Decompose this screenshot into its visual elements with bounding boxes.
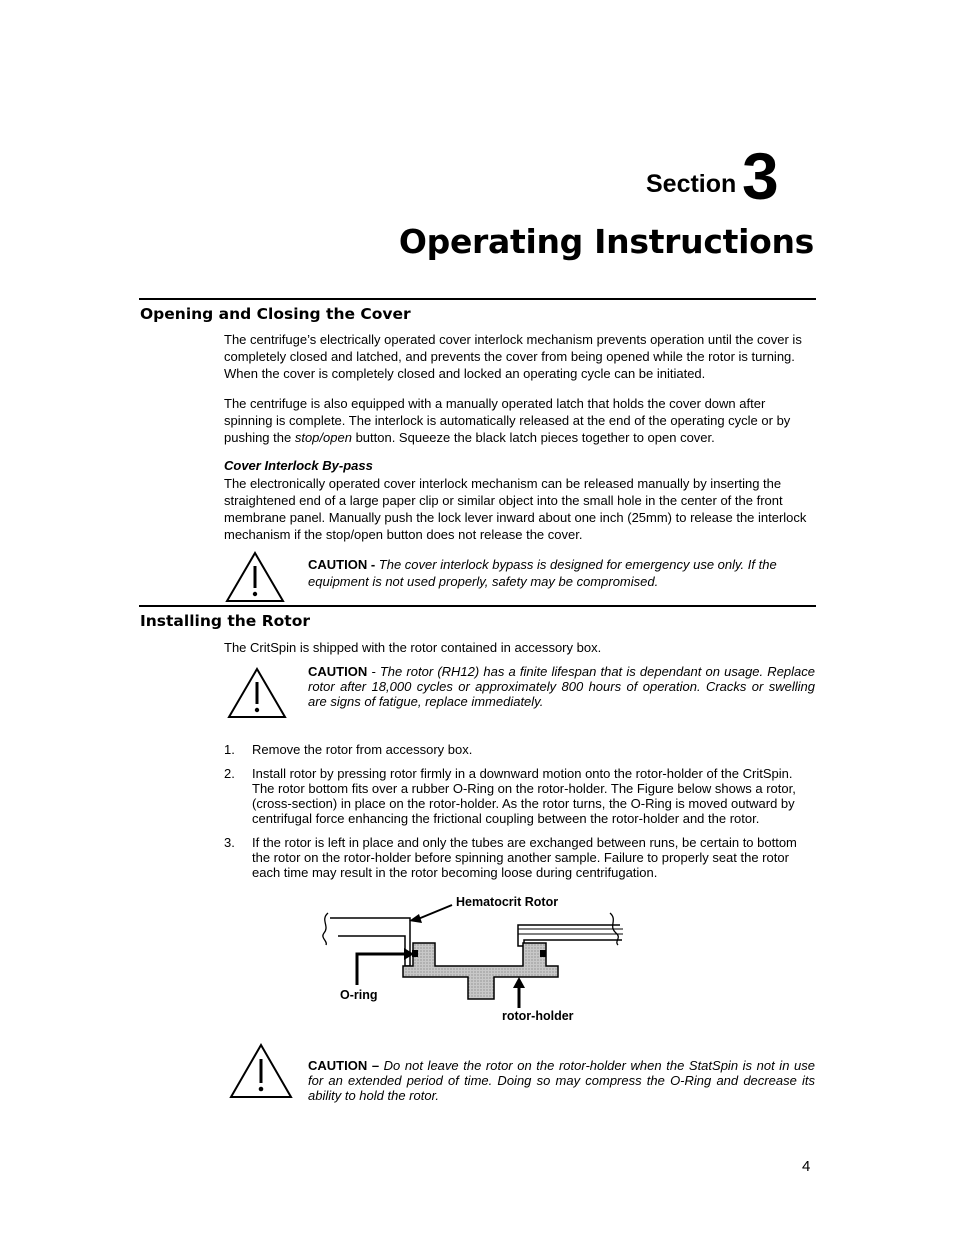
page-number: 4: [802, 1158, 811, 1175]
rotor-break-left: [323, 913, 328, 945]
warning-icon: [226, 667, 288, 719]
rotor-holder-body: [403, 943, 558, 999]
warning-icon: [228, 1043, 290, 1095]
arrowhead-rotor-holder: [513, 977, 525, 988]
arrowhead-rotor: [409, 914, 422, 923]
step-number: 1.: [224, 742, 235, 757]
page-title: Operating Instructions: [398, 222, 814, 261]
subheading-bypass: Cover Interlock By-pass: [224, 458, 373, 473]
step-text: Install rotor by pressing rotor firmly in a downward motion onto the rotor-holder of the CritSpin. The rotor bottom fits over a rubber O-Ring on the rotor-holder. The Figure below shows a rotor, (cross-section) in place on the rotor-holder. As the rotor turns, the O-Ring is moved outward by centrifugal force enhancing the frictional coupling between the rotor-holder and the rotor.: [252, 766, 796, 826]
warning-icon: [224, 551, 286, 603]
leader-rotor: [418, 905, 452, 919]
figure-label-hematocrit-rotor: Hematocrit Rotor: [456, 895, 559, 909]
paragraph-latch: The centrifuge is also equipped with a manually operated latch that holds the cover down after spinning is complete. The interlock is automatically released at the end of the operating cycle or by pushing the stop/open button. Squeeze the black latch pieces together to open cover.: [224, 396, 791, 445]
caution-rotor-lifespan: CAUTION - The rotor (RH12) has a finite lifespan that is dependant on usage. Replace rotor after 18,000 cycles or approximately 800 hours of operation. Cracks or swelling are signs of fatigue, replace immediately.: [308, 664, 815, 709]
step-text: Remove the rotor from accessory box.: [252, 742, 473, 757]
section-divider: [139, 298, 816, 300]
caution-o-ring: CAUTION – Do not leave the rotor on the rotor-holder when the StatSpin is not in use for an extended period of time. Doing so may compress the O-Ring and decrease its ability to hold the rotor.: [308, 1058, 815, 1103]
leader-o-ring: [357, 954, 406, 985]
heading-opening-closing: Opening and Closing the Cover: [140, 305, 411, 323]
step-number: 3.: [224, 835, 235, 850]
heading-installing-rotor: Installing the Rotor: [140, 612, 311, 630]
figure-label-rotor-holder: rotor-holder: [502, 1009, 574, 1023]
paragraph-bypass: The electronically operated cover interlock mechanism can be released manually by inserting the straightened end of a large paper clip or similar object into the small hole in the center of the front membrane panel. Manually push the lock lever inward about one inch (25mm) to release the interlock mechanism if the stop/open button does not release the cover.: [224, 476, 807, 542]
paragraph-rotor-intro: The CritSpin is shipped with the rotor contained in accessory box.: [224, 640, 602, 655]
rotor-right-lines: [518, 929, 623, 934]
caution-bypass: CAUTION - The cover interlock bypass is designed for emergency use only. If the equipment is not used properly, safety may be compromised.: [308, 557, 777, 589]
rotor-left-arm: [330, 918, 410, 966]
section-number: 3: [742, 139, 779, 213]
step-number: 2.: [224, 766, 235, 781]
o-ring-right: [540, 950, 546, 957]
section-divider: [139, 605, 816, 607]
paragraph-interlock: The centrifuge’s electrically operated cover interlock mechanism prevents operation until the cover is completely closed and latched, and prevents the cover from being opened while the rotor is turning. When the cover is completely closed and locked an operating cycle can be initiated.: [224, 332, 802, 381]
rotor-cross-section-figure: [318, 893, 638, 1033]
step-text: If the rotor is left in place and only the tubes are exchanged between runs, be certain to bottom the rotor on the rotor-holder before spinning another sample. Failure to properly seat the rotor each time may result in the rotor becoming loose during centrifugation.: [252, 835, 797, 880]
rotor-diagram: [318, 893, 638, 1033]
section-label: Section: [646, 170, 737, 198]
figure-label-o-ring: O-ring: [340, 988, 378, 1002]
